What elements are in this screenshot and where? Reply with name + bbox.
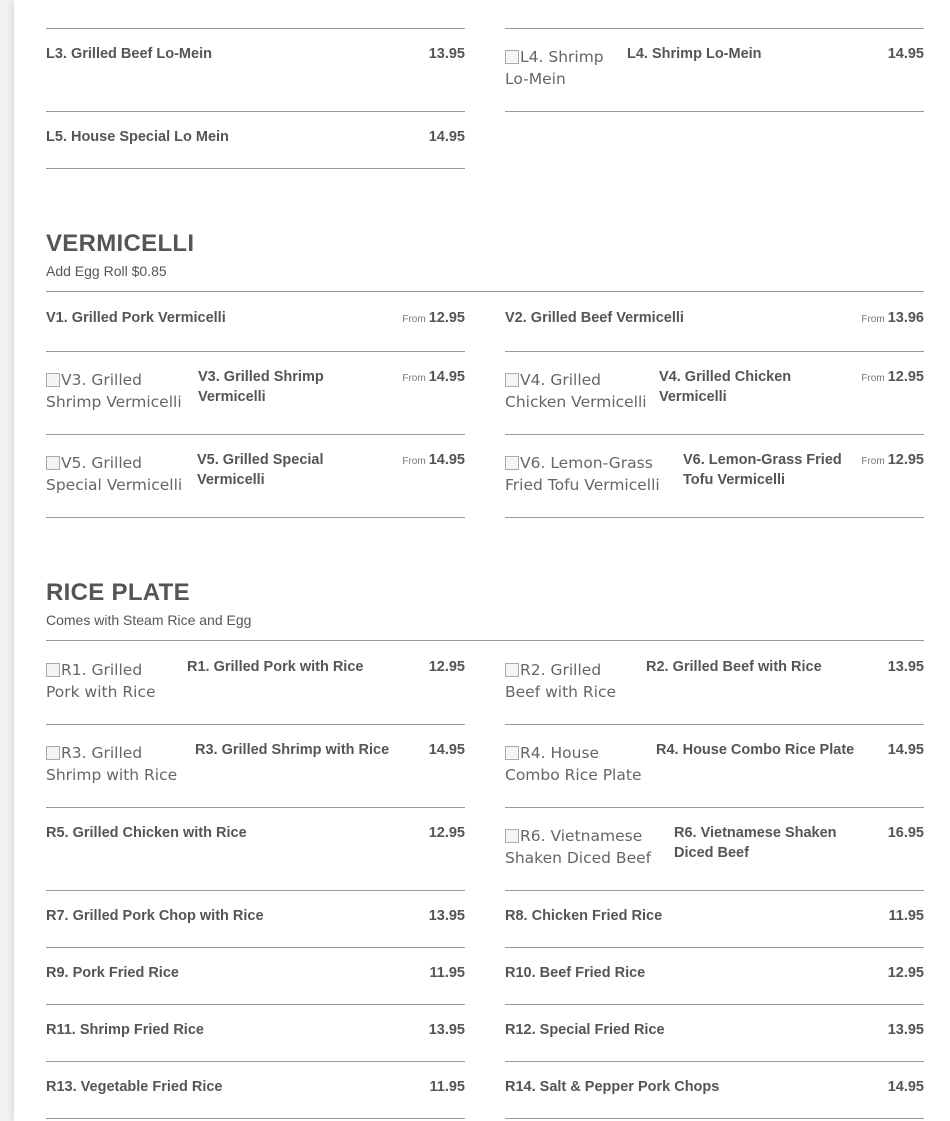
menu-item[interactable] bbox=[505, 450, 924, 518]
item-price: 13.95 bbox=[428, 1022, 465, 1038]
item-name: V3. Grilled Shrimp Vermicelli bbox=[198, 369, 324, 405]
item-price: From 12.95 bbox=[861, 452, 924, 468]
item-price: 13.95 bbox=[428, 46, 465, 62]
item-price bbox=[888, 0, 924, 2]
item-name: R5. Grilled Chicken with Rice bbox=[46, 825, 247, 841]
menu-item[interactable] bbox=[46, 308, 465, 352]
menu-item[interactable] bbox=[505, 963, 924, 1005]
broken-image-icon bbox=[46, 663, 60, 677]
item-name: R11. Shrimp Fried Rice bbox=[46, 1022, 204, 1038]
menu-item[interactable] bbox=[505, 657, 924, 725]
menu-item[interactable] bbox=[46, 823, 465, 891]
item-image[interactable]: V4. Grilled Chicken Vermicelli bbox=[505, 371, 647, 411]
item-name: L4. Shrimp Lo-Mein bbox=[627, 46, 762, 62]
broken-image-icon bbox=[505, 663, 519, 677]
item-price: 11.95 bbox=[429, 1079, 465, 1095]
broken-image-icon bbox=[46, 746, 60, 760]
item-name: R9. Pork Fried Rice bbox=[46, 965, 179, 981]
item-name: V4. Grilled Chicken Vermicelli bbox=[659, 369, 792, 405]
item-price: From 12.95 bbox=[402, 310, 465, 326]
item-price: 12.95 bbox=[428, 825, 465, 841]
item-image[interactable]: R1. Grilled Pork with Rice bbox=[46, 661, 156, 701]
broken-image-icon bbox=[505, 373, 519, 387]
item-name bbox=[505, 0, 672, 2]
section-title-vermicelli: VERMICELLI bbox=[46, 230, 195, 257]
item-price: From 13.96 bbox=[861, 310, 924, 326]
item-name: R2. Grilled Beef with Rice bbox=[646, 659, 822, 675]
item-price: From 14.95 bbox=[402, 369, 465, 385]
menu-item[interactable] bbox=[46, 367, 465, 435]
item-price: 14.95 bbox=[887, 1079, 924, 1095]
item-name: V2. Grilled Beef Vermicelli bbox=[505, 310, 684, 326]
menu-item[interactable] bbox=[46, 127, 465, 169]
item-price: 13.95 bbox=[428, 908, 465, 924]
item-image[interactable]: V3. Grilled Shrimp Vermicelli bbox=[46, 371, 182, 411]
menu-item[interactable] bbox=[505, 1077, 924, 1119]
menu-item[interactable] bbox=[505, 740, 924, 808]
item-name: V1. Grilled Pork Vermicelli bbox=[46, 310, 226, 326]
from-label: From bbox=[402, 373, 426, 384]
section-divider bbox=[46, 640, 924, 641]
item-price: 11.95 bbox=[888, 908, 924, 924]
menu-item[interactable] bbox=[46, 450, 465, 518]
item-price: From 14.95 bbox=[402, 452, 465, 468]
item-name bbox=[46, 0, 187, 2]
item-name: R13. Vegetable Fried Rice bbox=[46, 1079, 223, 1095]
section-title-rice-plate: RICE PLATE bbox=[46, 579, 190, 606]
item-price: 12.95 bbox=[887, 965, 924, 981]
from-label: From bbox=[861, 373, 885, 384]
from-label: From bbox=[402, 314, 426, 325]
item-name: R1. Grilled Pork with Rice bbox=[187, 659, 364, 675]
section-subtitle-vermicelli: Add Egg Roll $0.85 bbox=[46, 263, 167, 279]
item-name: R7. Grilled Pork Chop with Rice bbox=[46, 908, 264, 924]
item-price: 11.95 bbox=[429, 965, 465, 981]
menu-item[interactable] bbox=[505, 823, 924, 891]
section-divider bbox=[46, 291, 924, 292]
menu-item[interactable] bbox=[505, 44, 924, 112]
menu-item[interactable] bbox=[46, 740, 465, 808]
item-name: R10. Beef Fried Rice bbox=[505, 965, 646, 981]
broken-image-icon bbox=[505, 50, 519, 64]
item-price: 14.95 bbox=[887, 46, 924, 62]
menu-item[interactable] bbox=[46, 963, 465, 1005]
item-price: From 12.95 bbox=[861, 369, 924, 385]
item-price: 14.95 bbox=[428, 742, 465, 758]
item-price: 14.95 bbox=[887, 742, 924, 758]
item-image[interactable]: V6. Lemon-Grass Fried Tofu Vermicelli bbox=[505, 454, 660, 494]
menu-item[interactable] bbox=[46, 906, 465, 948]
item-price bbox=[429, 0, 465, 2]
item-name: R8. Chicken Fried Rice bbox=[505, 908, 663, 924]
item-name: L3. Grilled Beef Lo-Mein bbox=[46, 46, 212, 62]
menu-item[interactable] bbox=[46, 1077, 465, 1119]
menu-item[interactable] bbox=[505, 906, 924, 948]
menu-item[interactable] bbox=[505, 1020, 924, 1062]
item-name: R14. Salt & Pepper Pork Chops bbox=[505, 1079, 720, 1095]
item-price: 14.95 bbox=[428, 129, 465, 145]
item-name: R6. Vietnamese Shaken Diced Beef bbox=[674, 825, 837, 861]
broken-image-icon bbox=[46, 373, 60, 387]
item-price: 12.95 bbox=[428, 659, 465, 675]
section-subtitle-rice-plate: Comes with Steam Rice and Egg bbox=[46, 612, 252, 628]
item-name: R4. House Combo Rice Plate bbox=[656, 742, 855, 758]
menu-item[interactable] bbox=[46, 44, 465, 112]
from-label: From bbox=[402, 456, 426, 467]
broken-image-icon bbox=[505, 829, 519, 843]
item-price: 13.95 bbox=[887, 1022, 924, 1038]
item-image[interactable]: V5. Grilled Special Vermicelli bbox=[46, 454, 183, 494]
menu-item[interactable] bbox=[46, 657, 465, 725]
from-label: From bbox=[861, 314, 885, 325]
menu-item[interactable] bbox=[46, 0, 465, 29]
item-image[interactable]: L4. Shrimp Lo-Mein bbox=[505, 48, 604, 88]
broken-image-icon bbox=[505, 456, 519, 470]
item-name: L5. House Special Lo Mein bbox=[46, 129, 229, 145]
item-name: V6. Lemon-Grass Fried Tofu Vermicelli bbox=[683, 452, 842, 488]
menu-item[interactable] bbox=[505, 367, 924, 435]
menu-item[interactable] bbox=[505, 308, 924, 352]
broken-image-icon bbox=[505, 746, 519, 760]
broken-image-icon bbox=[46, 456, 60, 470]
item-image[interactable]: R2. Grilled Beef with Rice bbox=[505, 661, 617, 701]
menu-item[interactable] bbox=[505, 0, 924, 29]
item-price: 13.95 bbox=[887, 659, 924, 675]
menu-item[interactable] bbox=[46, 1020, 465, 1062]
item-image[interactable]: R3. Grilled Shrimp with Rice bbox=[46, 744, 178, 784]
item-image[interactable]: R6. Vietnamese Shaken Diced Beef bbox=[505, 827, 652, 867]
from-label: From bbox=[861, 456, 885, 467]
item-price: 16.95 bbox=[887, 825, 924, 841]
item-image[interactable]: R4. House Combo Rice Plate bbox=[505, 744, 642, 784]
item-name: V5. Grilled Special Vermicelli bbox=[197, 452, 324, 488]
item-name: R12. Special Fried Rice bbox=[505, 1022, 665, 1038]
item-name: R3. Grilled Shrimp with Rice bbox=[195, 742, 390, 758]
